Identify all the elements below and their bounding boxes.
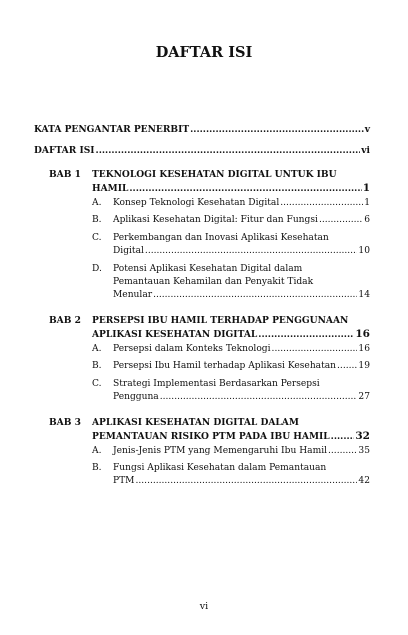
dot-leader [328, 446, 357, 457]
toc-entry-bab-1[interactable] [92, 183, 370, 194]
section-letter: B. [92, 215, 102, 225]
section-title: Persepsi Ibu Hamil terhadap Aplikasi Kesehatan [113, 361, 337, 371]
toc-entry-kata-pengantar[interactable] [34, 124, 370, 135]
toc-entry-page: 19 [358, 361, 370, 371]
section-letter: A. [92, 198, 102, 208]
chapter-number: BAB 3 [49, 417, 81, 428]
section-title: Digital [113, 246, 144, 256]
toc-entry-page: 16 [358, 344, 370, 354]
section-title: Fungsi Aplikasi Kesehatan dalam Pemantauan [113, 463, 327, 473]
section-title: Aplikasi Kesehatan Digital: Fitur dan Fungsi [113, 215, 318, 225]
section-letter: C. [92, 379, 102, 389]
toc-entry-page: 32 [355, 430, 370, 442]
section-title: Persepsi dalam Konteks Teknologi [113, 344, 271, 354]
toc-entry-page: 16 [355, 328, 370, 340]
chapter-title-line: PEMANTAUAN RISIKO PTM PADA IBU HAMIL [92, 431, 330, 442]
toc-entry-section[interactable] [113, 344, 370, 355]
dot-leader [319, 215, 363, 226]
toc-entry-page: 35 [358, 446, 370, 456]
dot-leader [96, 145, 361, 156]
section-letter: B. [92, 361, 102, 371]
dot-leader [258, 329, 354, 340]
section-title: Jenis-Jenis PTM yang Memengaruhi Ibu Hamil [113, 446, 328, 456]
dot-leader [331, 431, 355, 442]
section-title: Potensi Aplikasi Kesehatan Digital dalam [113, 264, 303, 274]
section-title: Pemantauan Kehamilan dan Penyakit Tidak [113, 277, 314, 287]
section-letter: C. [92, 233, 102, 243]
toc-entry-bab-3[interactable] [92, 431, 370, 442]
section-title: Pengguna [113, 392, 159, 402]
toc-entry-section[interactable] [113, 215, 370, 226]
page-title: DAFTAR ISI [155, 44, 253, 61]
chapter-number: BAB 1 [49, 169, 81, 180]
toc-entry-page: 1 [364, 198, 370, 208]
chapter-title-line: APLIKASI KESEHATAN DIGITAL DALAM [92, 417, 299, 428]
toc-entry-page: 14 [358, 290, 370, 300]
chapter-title-line: APLIKASI KESEHATAN DIGITAL [92, 329, 258, 340]
toc-entry-page: 10 [358, 246, 370, 256]
dot-leader [280, 198, 363, 209]
dot-leader [129, 183, 361, 194]
chapter-title-line: TEKNOLOGI KESEHATAN DIGITAL UNTUK IBU [92, 169, 337, 180]
toc-entry-section[interactable] [113, 198, 370, 209]
toc-entry-label: DAFTAR ISI [34, 145, 95, 156]
section-title: Strategi Implementasi Berdasarkan Persepsi [113, 379, 320, 389]
dot-leader [337, 361, 357, 372]
toc-entry-daftar-isi[interactable] [34, 145, 370, 156]
toc-entry-section[interactable] [113, 246, 370, 257]
section-letter: D. [92, 264, 102, 274]
section-title: PTM [113, 476, 135, 486]
dot-leader [272, 344, 358, 355]
chapter-number: BAB 2 [49, 315, 81, 326]
toc-entry-page: vi [361, 145, 370, 156]
toc-entry-bab-2[interactable] [92, 329, 370, 340]
chapter-title-line: PERSEPSI IBU HAMIL TERHADAP PENGGUNAAN [92, 315, 349, 326]
section-title: Konsep Teknologi Kesehatan Digital [113, 198, 280, 208]
toc-entry-page: v [364, 124, 370, 135]
section-letter: B. [92, 463, 102, 473]
toc-entry-section[interactable] [113, 476, 370, 487]
section-letter: A. [92, 446, 102, 456]
toc-entry-label: KATA PENGANTAR PENERBIT [34, 124, 190, 135]
toc-entry-page: 27 [358, 392, 370, 402]
chapter-title-line: HAMIL [92, 183, 129, 194]
dot-leader [190, 124, 364, 135]
dot-leader [136, 476, 358, 487]
toc-entry-page: 42 [358, 476, 370, 486]
dot-leader [160, 392, 358, 403]
toc-entry-page: 6 [364, 215, 370, 225]
toc-entry-section[interactable] [113, 290, 370, 301]
dot-leader [145, 246, 358, 257]
toc-entry-section[interactable] [113, 392, 370, 403]
toc-entry-section[interactable] [113, 361, 370, 372]
section-title: Menular [113, 290, 153, 300]
dot-leader [153, 290, 357, 301]
section-title: Perkembangan dan Inovasi Aplikasi Kesehatan [113, 233, 329, 243]
section-letter: A. [92, 344, 102, 354]
toc-entry-section[interactable] [113, 446, 370, 457]
toc-entry-page: 1 [362, 182, 370, 194]
page-number: vi [199, 601, 209, 612]
